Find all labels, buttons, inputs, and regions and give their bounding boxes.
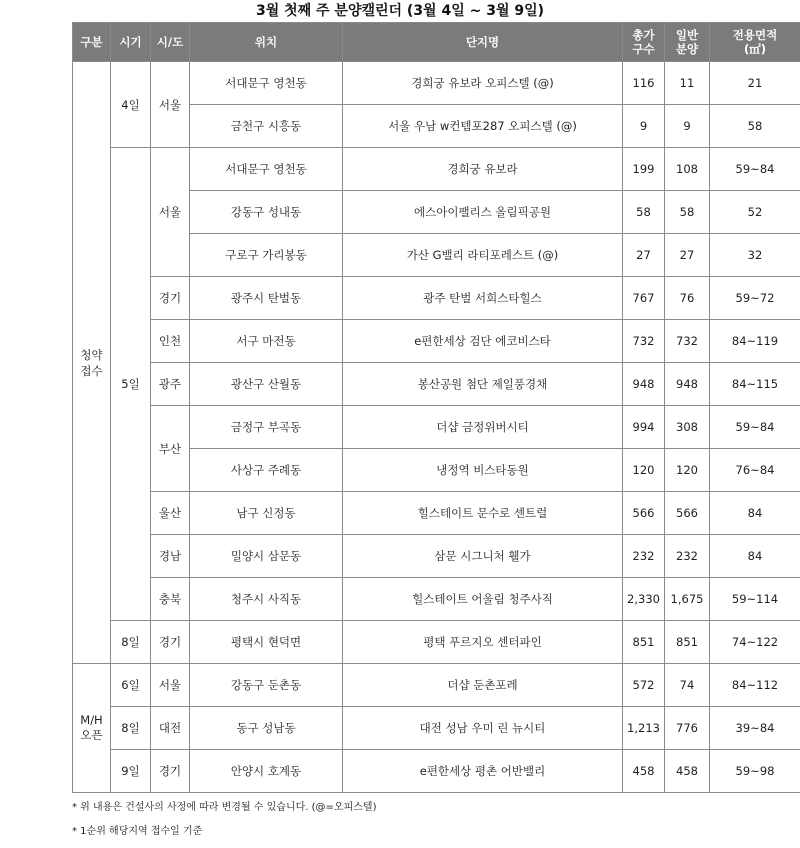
location-cell: 남구 신정동	[190, 492, 343, 535]
table-row	[73, 492, 800, 535]
area-cell: 58	[710, 105, 800, 148]
area-cell: 84	[710, 492, 800, 535]
region-cell: 대전	[151, 707, 190, 750]
group-label-line1: M/H	[80, 713, 102, 727]
total-units-cell: 1,213	[623, 707, 665, 750]
total-units-cell: 199	[623, 148, 665, 191]
region-cell: 경기	[151, 277, 190, 320]
location-cell: 서대문구 영천동	[190, 62, 343, 105]
total-units-cell: 58	[623, 191, 665, 234]
header-category: 구분	[73, 23, 111, 62]
area-cell: 21	[710, 62, 800, 105]
header-location: 위치	[190, 23, 343, 62]
region-cell: 부산	[151, 406, 190, 492]
footnote-change-notice: * 위 내용은 건설사의 사정에 따라 변경될 수 있습니다. (@=오피스텔)	[72, 800, 376, 816]
table-row	[73, 363, 800, 406]
region-cell: 경기	[151, 621, 190, 664]
general-units-cell: 108	[665, 148, 710, 191]
general-units-cell: 120	[665, 449, 710, 492]
table-row	[73, 535, 800, 578]
total-units-cell: 572	[623, 664, 665, 707]
complex-cell: 봉산공원 첨단 제일풍경채	[343, 363, 623, 406]
complex-cell: 경희궁 유보라	[343, 148, 623, 191]
location-cell: 금정구 부곡동	[190, 406, 343, 449]
header-complex: 단지명	[343, 23, 623, 62]
location-cell: 광산구 산월동	[190, 363, 343, 406]
area-cell: 84~115	[710, 363, 800, 406]
area-cell: 59~72	[710, 277, 800, 320]
area-cell: 32	[710, 234, 800, 277]
complex-cell: 더샵 둔촌포레	[343, 664, 623, 707]
region-cell: 경남	[151, 535, 190, 578]
general-units-cell: 776	[665, 707, 710, 750]
period-cell: 6일	[111, 664, 151, 707]
header-total-line2: 구수	[632, 42, 654, 56]
general-units-cell: 566	[665, 492, 710, 535]
location-cell: 금천구 시흥동	[190, 105, 343, 148]
header-total-line1: 총가	[632, 28, 654, 42]
complex-cell: e편한세상 평촌 어반밸리	[343, 750, 623, 793]
total-units-cell: 732	[623, 320, 665, 363]
location-cell: 서구 마전동	[190, 320, 343, 363]
period-cell: 5일	[111, 148, 151, 621]
header-row	[73, 23, 800, 62]
total-units-cell: 994	[623, 406, 665, 449]
group-cell	[73, 664, 111, 793]
header-area-line2: (㎡)	[744, 42, 766, 56]
header-period: 시기	[111, 23, 151, 62]
location-cell: 강동구 둔촌동	[190, 664, 343, 707]
header-region: 시/도	[151, 23, 190, 62]
general-units-cell: 58	[665, 191, 710, 234]
complex-cell: 광주 탄벌 서희스타힐스	[343, 277, 623, 320]
general-units-cell: 27	[665, 234, 710, 277]
table-row	[73, 707, 800, 750]
total-units-cell: 27	[623, 234, 665, 277]
region-cell: 인천	[151, 320, 190, 363]
region-cell: 서울	[151, 664, 190, 707]
location-cell: 청주시 사직동	[190, 578, 343, 621]
location-cell: 안양시 호계동	[190, 750, 343, 793]
total-units-cell: 566	[623, 492, 665, 535]
header-area-line1: 전용면적	[733, 28, 777, 42]
complex-cell: 가산 G밸리 라티포레스트 (@)	[343, 234, 623, 277]
region-cell: 서울	[151, 62, 190, 148]
table-row	[73, 62, 800, 105]
header-general-units	[665, 23, 710, 62]
total-units-cell: 2,330	[623, 578, 665, 621]
area-cell: 76~84	[710, 449, 800, 492]
complex-cell: 힐스테이트 어울림 청주사직	[343, 578, 623, 621]
area-cell: 39~84	[710, 707, 800, 750]
total-units-cell: 948	[623, 363, 665, 406]
table-row	[73, 148, 800, 191]
group-label-line2: 접수	[80, 364, 102, 378]
region-cell: 경기	[151, 750, 190, 793]
complex-cell: 삼문 시그니처 휄가	[343, 535, 623, 578]
period-cell: 8일	[111, 621, 151, 664]
footnotes	[72, 800, 376, 848]
location-cell: 구로구 가리봉동	[190, 234, 343, 277]
area-cell: 59~84	[710, 406, 800, 449]
table-row	[73, 578, 800, 621]
complex-cell: 냉정역 비스타동원	[343, 449, 623, 492]
location-cell: 밀양시 삼문동	[190, 535, 343, 578]
group-cell	[73, 62, 111, 664]
header-area	[710, 23, 800, 62]
region-cell: 울산	[151, 492, 190, 535]
general-units-cell: 11	[665, 62, 710, 105]
footnote-first-priority: * 1순위 해당지역 접수일 기준	[72, 824, 376, 840]
table-row	[73, 750, 800, 793]
location-cell: 사상구 주례동	[190, 449, 343, 492]
area-cell: 52	[710, 191, 800, 234]
complex-cell: 더샵 금정위버시티	[343, 406, 623, 449]
page-title: 3월 첫째 주 분양캘린더 (3월 4일 ~ 3월 9일)	[0, 0, 800, 22]
table-row	[73, 621, 800, 664]
general-units-cell: 732	[665, 320, 710, 363]
header-total-units	[623, 23, 665, 62]
general-units-cell: 851	[665, 621, 710, 664]
area-cell: 84	[710, 535, 800, 578]
general-units-cell: 948	[665, 363, 710, 406]
total-units-cell: 9	[623, 105, 665, 148]
calendar-table	[72, 22, 800, 793]
group-label-line1: 청약	[80, 348, 102, 362]
table-row	[73, 320, 800, 363]
location-cell: 평택시 현덕면	[190, 621, 343, 664]
region-cell: 광주	[151, 363, 190, 406]
general-units-cell: 76	[665, 277, 710, 320]
area-cell: 59~114	[710, 578, 800, 621]
table-row	[73, 277, 800, 320]
general-units-cell: 458	[665, 750, 710, 793]
total-units-cell: 851	[623, 621, 665, 664]
total-units-cell: 116	[623, 62, 665, 105]
period-cell: 8일	[111, 707, 151, 750]
region-cell: 충북	[151, 578, 190, 621]
general-units-cell: 308	[665, 406, 710, 449]
complex-cell: e편한세상 검단 에코비스타	[343, 320, 623, 363]
complex-cell: 서울 우남 w컨템포287 오피스텔 (@)	[343, 105, 623, 148]
location-cell: 동구 성남동	[190, 707, 343, 750]
total-units-cell: 767	[623, 277, 665, 320]
complex-cell: 평택 푸르지오 센터파인	[343, 621, 623, 664]
area-cell: 74~122	[710, 621, 800, 664]
complex-cell: 에스아이팰리스 올림픽공원	[343, 191, 623, 234]
table-row	[73, 406, 800, 449]
area-cell: 84~112	[710, 664, 800, 707]
total-units-cell: 120	[623, 449, 665, 492]
region-cell: 서울	[151, 148, 190, 277]
table-row	[73, 664, 800, 707]
location-cell: 강동구 성내동	[190, 191, 343, 234]
period-cell: 9일	[111, 750, 151, 793]
location-cell: 광주시 탄벌동	[190, 277, 343, 320]
group-label-line2: 오픈	[80, 728, 102, 742]
header-general-line1: 일반	[676, 28, 698, 42]
area-cell: 84~119	[710, 320, 800, 363]
area-cell: 59~84	[710, 148, 800, 191]
location-cell: 서대문구 영천동	[190, 148, 343, 191]
complex-cell: 대전 성남 우미 린 뉴시티	[343, 707, 623, 750]
general-units-cell: 232	[665, 535, 710, 578]
total-units-cell: 458	[623, 750, 665, 793]
complex-cell: 경희궁 유보라 오피스텔 (@)	[343, 62, 623, 105]
area-cell: 59~98	[710, 750, 800, 793]
header-general-line2: 분양	[676, 42, 698, 56]
period-cell: 4일	[111, 62, 151, 148]
total-units-cell: 232	[623, 535, 665, 578]
general-units-cell: 1,675	[665, 578, 710, 621]
general-units-cell: 74	[665, 664, 710, 707]
complex-cell: 힐스테이트 문수로 센트럴	[343, 492, 623, 535]
general-units-cell: 9	[665, 105, 710, 148]
